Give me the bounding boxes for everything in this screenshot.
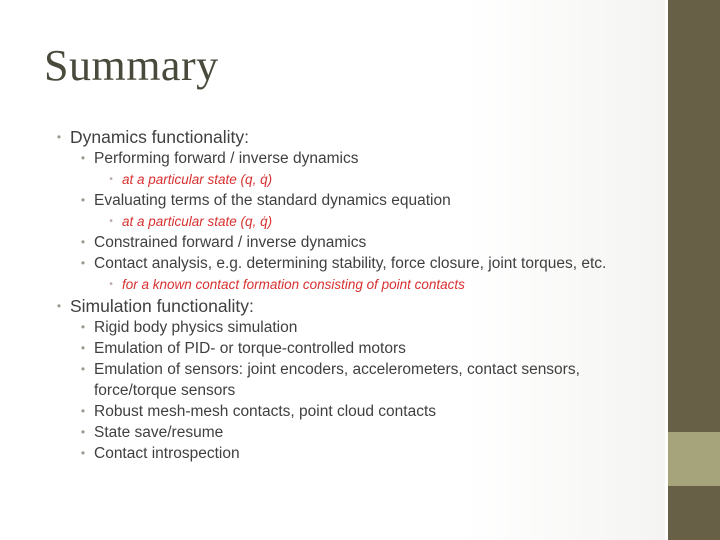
- list-item-text: at a particular state (q, q̇): [122, 214, 273, 229]
- list-item-text: Constrained forward / inverse dynamics: [94, 234, 367, 251]
- bullet-icon: •: [80, 320, 86, 334]
- bullet-icon: •: [80, 193, 86, 207]
- bullet-icon: •: [109, 174, 113, 185]
- bullet-icon: •: [80, 235, 86, 249]
- bullet-icon: •: [80, 362, 86, 376]
- bullet-list-level-1: [52, 126, 612, 464]
- list-item: [76, 338, 612, 359]
- list-item-text: Contact introspection: [94, 445, 240, 462]
- sidebar-accent-block: [668, 432, 720, 486]
- bullet-icon: •: [56, 130, 62, 144]
- list-item-text: Robust mesh-mesh contacts, point cloud contacts: [94, 403, 437, 420]
- list-item: [104, 169, 612, 190]
- bullet-list-level-3: [104, 169, 612, 190]
- slide-title: Summary: [44, 41, 219, 90]
- slide-content: [52, 126, 612, 464]
- bullet-icon: •: [80, 151, 86, 165]
- list-item-text: for a known contact formation consisting of point contacts: [122, 277, 465, 292]
- bullet-icon: •: [80, 341, 86, 355]
- bullet-icon: •: [80, 256, 86, 270]
- bullet-list-level-3: [104, 211, 612, 232]
- list-item: [104, 274, 612, 295]
- list-item-text: Contact analysis, e.g. determining stability, force closure, joint torques, etc.: [94, 255, 607, 272]
- list-item: [76, 253, 612, 295]
- bullet-list-level-2: [76, 148, 612, 295]
- list-item: [76, 148, 612, 190]
- list-item-text: Simulation functionality:: [70, 296, 254, 316]
- bullet-list-level-2: [76, 317, 612, 464]
- list-item-text: Performing forward / inverse dynamics: [94, 150, 359, 167]
- bullet-icon: •: [109, 216, 113, 227]
- list-item-text: Evaluating terms of the standard dynamics equation: [94, 192, 451, 209]
- bullet-icon: •: [80, 446, 86, 460]
- list-item: [76, 359, 612, 401]
- list-item: [76, 190, 612, 232]
- bullet-list-level-3: [104, 274, 612, 295]
- list-item: [76, 317, 612, 338]
- bullet-icon: •: [109, 279, 113, 290]
- list-item-text: Emulation of sensors: joint encoders, accelerometers, contact sensors, force/torque sensors: [94, 361, 580, 399]
- list-item-text: Dynamics functionality:: [70, 127, 249, 147]
- list-item-text: Rigid body physics simulation: [94, 319, 298, 336]
- list-item: [52, 126, 612, 295]
- list-item: [76, 232, 612, 253]
- list-item-text: Emulation of PID- or torque-controlled motors: [94, 340, 406, 357]
- bullet-icon: •: [80, 404, 86, 418]
- list-item: [76, 443, 612, 464]
- list-item-text: State save/resume: [94, 424, 224, 441]
- list-item-text: at a particular state (q, q̇): [122, 172, 273, 187]
- list-item: [104, 211, 612, 232]
- list-item: [76, 422, 612, 443]
- list-item: [52, 295, 612, 464]
- bullet-icon: •: [56, 299, 62, 313]
- list-item: [76, 401, 612, 422]
- bullet-icon: •: [80, 425, 86, 439]
